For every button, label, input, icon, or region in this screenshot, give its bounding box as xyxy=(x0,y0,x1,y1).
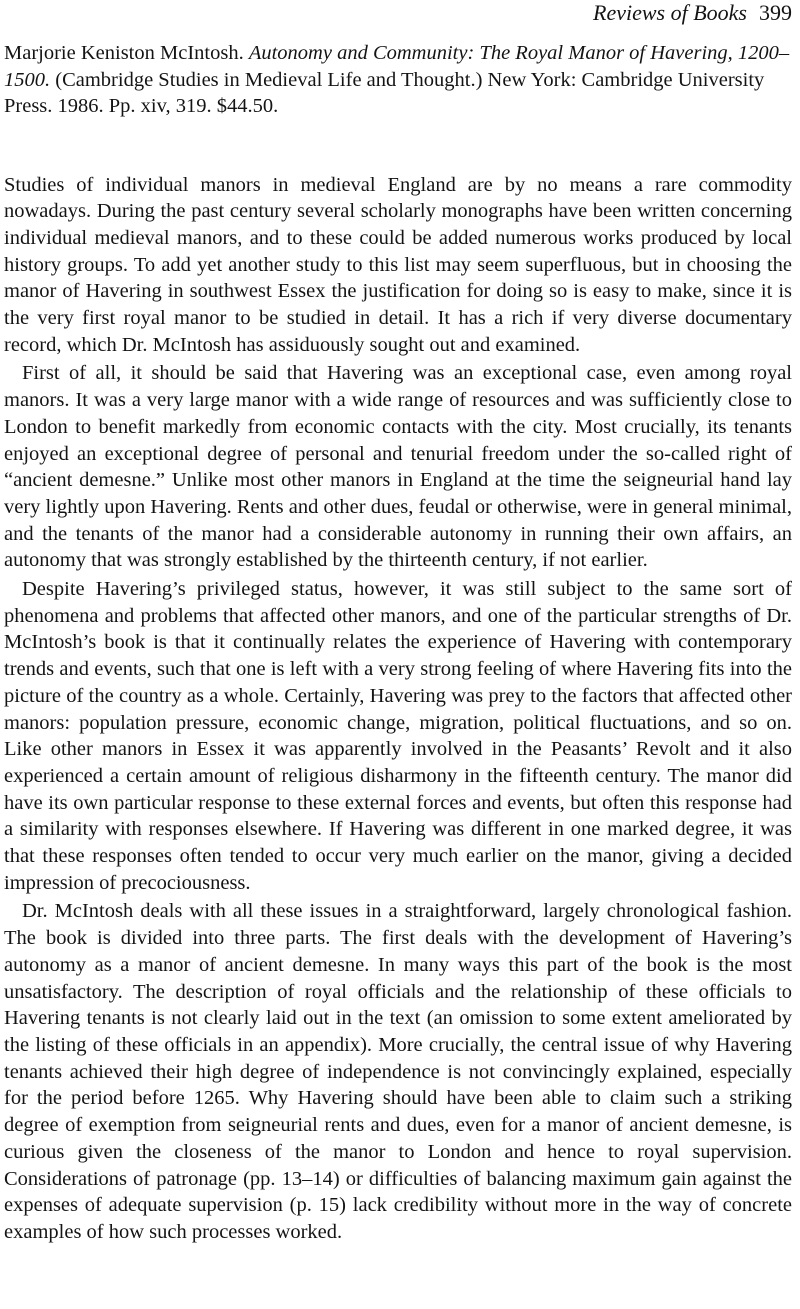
review-paragraph-3: Despite Havering’s privileged status, however, it was still subject to the same sort of phenomena and problems that affected other manors, and one of the particular strengths of Dr. McIntosh’s book is that it continually relates the experience of Havering with contemporary trends and events, such that one is left with a very strong feeling of where Havering fits into the picture of the country as a whole. Certainly, Havering was prey to the factors that affected other manors: population pressure, economic change, migration, political fluctuations, and so on. Like other manors in Essex it was apparently involved in the Peasants’ Revolt and it also experienced a certain amount of religious disharmony in the fifteenth century. The manor did have its own particular response to these external forces and events, but often this response had a similarity with responses elsewhere. If Havering was different in one marked degree, it was that these responses often tended to occur very much earlier on the manor, giving a decided impression of precociousness. xyxy=(4,578,792,894)
page-number: 399 xyxy=(759,0,792,25)
review-body xyxy=(4,172,792,1246)
review-paragraph-2: First of all, it should be said that Havering was an exceptional case, even among royal manors. It was a very large manor with a wide range of resources and was sufficiently close to London to benefit markedly from economic contacts with the city. Most crucially, its tenants enjoyed an exceptional degree of personal and tenurial freedom under the so-called right of “ancient demesne.” Unlike most other manors in England at the time the seigneurial hand lay very lightly upon Havering. Rents and other dues, feudal or otherwise, were in general minimal, and the tenants of the manor had a considerable autonomy in running their own affairs, an autonomy that was strongly established by the thirteenth century, if not earlier. xyxy=(4,362,792,572)
book-citation xyxy=(4,40,792,120)
running-head-title: Reviews of Books xyxy=(593,0,747,25)
citation-author: Marjorie Keniston McIntosh. xyxy=(4,42,244,64)
citation-publication-details: (Cambridge Studies in Medieval Life and Thought.) New York: Cambridge University Press. 1986. Pp. xiv, 319. $44.50. xyxy=(4,68,765,117)
citation-book-title: Autonomy and Community: The Royal Manor of Havering, 1200–1500. xyxy=(4,42,790,91)
running-head xyxy=(4,0,792,30)
review-paragraph-4: Dr. McIntosh deals with all these issues in a straightforward, largely chronological fashion. The book is divided into three parts. The first deals with the development of Havering’s autonomy as a manor of ancient demesne. In many ways this part of the book is the most unsatisfactory. The description of royal officials and the relationship of these officials to Havering tenants is not clearly laid out in the text (an omission to some extent ameliorated by the listing of these officials in an appendix). More crucially, the central issue of why Havering tenants achieved their high degree of independence is not convincingly explained, especially for the period before 1265. Why Havering should have been able to claim such a striking degree of exemption from seigneurial rents and dues, even for a manor of ancient demesne, is curious given the closeness of the manor to London and hence to royal supervision. Considerations of patronage (pp. 13–14) or difficulties of balancing maximum gain against the expenses of adequate supervision (p. 15) lack credibility without more in the way of concrete examples of how such processes worked. xyxy=(4,900,792,1243)
review-paragraph-1: Studies of individual manors in medieval England are by no means a rare commodity nowadays. During the past century several scholarly monographs have been written concerning individual medieval manors, and to these could be added numerous works produced by local history groups. To add yet another study to this list may seem superfluous, but in choosing the manor of Havering in southwest Essex the justification for doing so is easy to make, since it is the very first royal manor to be studied in detail. It has a rich if very diverse documentary record, which Dr. McIntosh has assiduously sought out and examined. xyxy=(4,173,792,356)
